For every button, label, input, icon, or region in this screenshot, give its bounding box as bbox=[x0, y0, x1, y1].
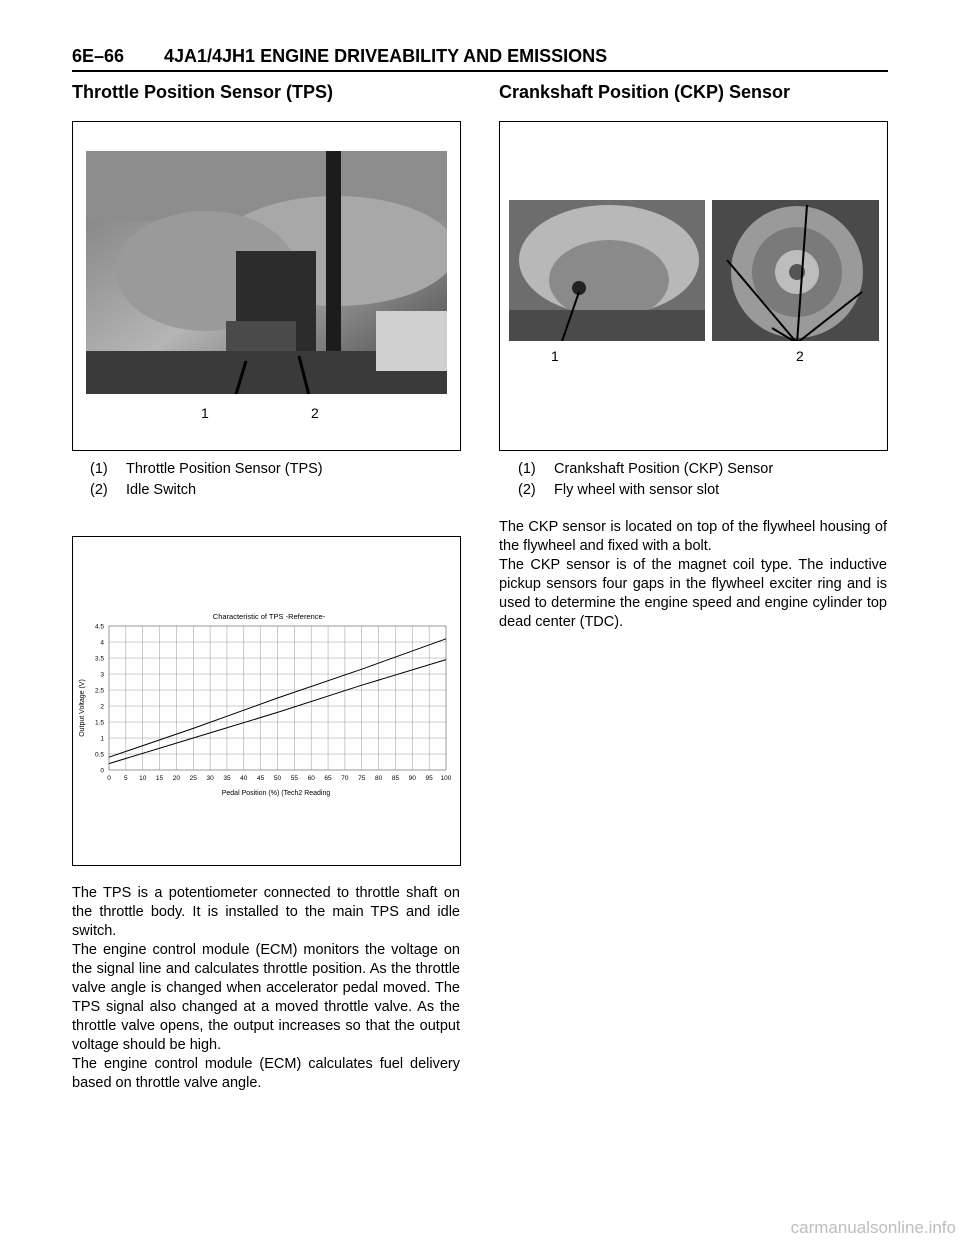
chart-x-tick-label: 30 bbox=[206, 775, 214, 782]
ckp-sensor-photo bbox=[509, 200, 705, 341]
chart-y-tick-label: 4 bbox=[100, 639, 104, 647]
chart-x-tick-label: 55 bbox=[290, 775, 298, 782]
tps-paragraph-2: The engine control module (ECM) monitors the voltage on the signal line and calculates throttle position. As the throttle valve angle is changed when accelerator pedal moved. The TPS signal also changed at a moved throttle valve. As the throttle valve opens, the output increases so that the output voltage should be high. bbox=[72, 942, 460, 1053]
chart-y-axis-label: Output Voltage (V) bbox=[79, 679, 86, 737]
chart-y-tick-label: 1 bbox=[100, 735, 104, 743]
chart-y-tick-label: 2.5 bbox=[94, 687, 104, 695]
chart-title: Characteristic of TPS -Reference- bbox=[212, 612, 326, 621]
watermark: carmanualsonline.info bbox=[790, 1218, 956, 1237]
ckp-caption-list bbox=[518, 459, 878, 501]
tps-callout-1: 1 bbox=[201, 405, 209, 421]
chart-x-tick-label: 65 bbox=[324, 775, 332, 782]
chart-x-tick-label: 20 bbox=[172, 775, 181, 782]
tps-description bbox=[72, 884, 460, 1093]
caption-number: (2) bbox=[518, 482, 536, 498]
chart-y-tick-label: 3 bbox=[100, 671, 104, 679]
tps-caption-item bbox=[90, 459, 450, 480]
ckp-description bbox=[499, 518, 887, 632]
tps-characteristic-chart bbox=[73, 537, 460, 865]
tps-caption-item bbox=[90, 480, 450, 501]
chart-x-tick-label: 40 bbox=[240, 775, 248, 782]
chart-x-tick-label: 60 bbox=[307, 775, 315, 782]
chart-x-tick-label: 80 bbox=[374, 775, 383, 782]
caption-text: Throttle Position Sensor (TPS) bbox=[126, 461, 323, 477]
chart-x-tick-label: 70 bbox=[341, 775, 349, 782]
chart-x-tick-label: 0 bbox=[107, 775, 111, 782]
chart-x-tick-label: 100 bbox=[440, 775, 452, 782]
chart-x-tick-label: 85 bbox=[391, 775, 400, 782]
chart-y-tick-label: 2 bbox=[100, 703, 104, 711]
caption-text: Fly wheel with sensor slot bbox=[554, 482, 720, 498]
tps-chart-figure bbox=[72, 536, 461, 866]
ckp-paragraph-2: The CKP sensor is of the magnet coil type. The inductive pickup sensors four gaps in the flywheel exciter ring and is used to determine the engine speed and engine cylinder top dead center (TDC). bbox=[499, 557, 887, 630]
chart-y-tick-label: 3.5 bbox=[94, 655, 104, 663]
caption-number: (2) bbox=[90, 482, 108, 498]
chart-y-tick-label: 0.5 bbox=[94, 751, 104, 759]
flywheel-photo bbox=[712, 200, 879, 341]
chart-x-axis-label: Pedal Position (%) (Tech2 Reading bbox=[221, 790, 331, 797]
ckp-paragraph-1: The CKP sensor is located on top of the flywheel housing of the flywheel and fixed with a bolt. bbox=[499, 519, 887, 554]
chart-x-tick-label: 15 bbox=[155, 775, 164, 782]
tps-figure bbox=[72, 121, 461, 451]
chart-y-tick-label: 4.5 bbox=[94, 623, 104, 631]
tps-photo bbox=[86, 151, 447, 394]
tps-callout-2: 2 bbox=[311, 405, 319, 421]
chart-x-tick-label: 95 bbox=[425, 775, 433, 782]
chart-x-tick-label: 75 bbox=[358, 775, 366, 782]
tps-paragraph-1: The TPS is a potentiometer connected to throttle shaft on the throttle body. It is installed to the main TPS and idle switch. bbox=[72, 885, 460, 939]
tps-section-title: Throttle Position Sensor (TPS) bbox=[72, 82, 334, 102]
header-title: 4JA1/4JH1 ENGINE DRIVEABILITY AND EMISSIONS bbox=[164, 46, 608, 66]
ckp-caption-item bbox=[518, 480, 878, 501]
caption-text: Idle Switch bbox=[126, 482, 197, 498]
chart-x-tick-label: 90 bbox=[408, 775, 416, 782]
caption-number: (1) bbox=[90, 461, 108, 477]
page-header bbox=[72, 44, 888, 72]
ckp-callout-1: 1 bbox=[551, 348, 559, 364]
page-number: 6E–66 bbox=[72, 46, 125, 66]
caption-text: Crankshaft Position (CKP) Sensor bbox=[554, 461, 774, 477]
chart-x-tick-label: 5 bbox=[124, 775, 128, 782]
tps-caption-list bbox=[90, 459, 450, 501]
chart-x-tick-label: 50 bbox=[273, 775, 282, 782]
ckp-figure bbox=[499, 121, 888, 451]
caption-number: (1) bbox=[518, 461, 536, 477]
chart-x-tick-label: 45 bbox=[257, 775, 265, 782]
ckp-callout-2: 2 bbox=[796, 348, 804, 364]
chart-x-tick-label: 25 bbox=[189, 775, 197, 782]
chart-x-tick-label: 35 bbox=[223, 775, 231, 782]
chart-y-tick-label: 1.5 bbox=[94, 719, 104, 727]
chart-x-ticks bbox=[107, 775, 452, 782]
ckp-section-title: Crankshaft Position (CKP) Sensor bbox=[499, 82, 791, 102]
tps-paragraph-3: The engine control module (ECM) calculates fuel delivery based on throttle valve angle. bbox=[72, 1056, 460, 1091]
chart-y-tick-label: 0 bbox=[100, 767, 104, 775]
chart-y-ticks bbox=[95, 624, 104, 775]
chart-x-tick-label: 10 bbox=[139, 775, 147, 782]
ckp-caption-item bbox=[518, 459, 878, 480]
